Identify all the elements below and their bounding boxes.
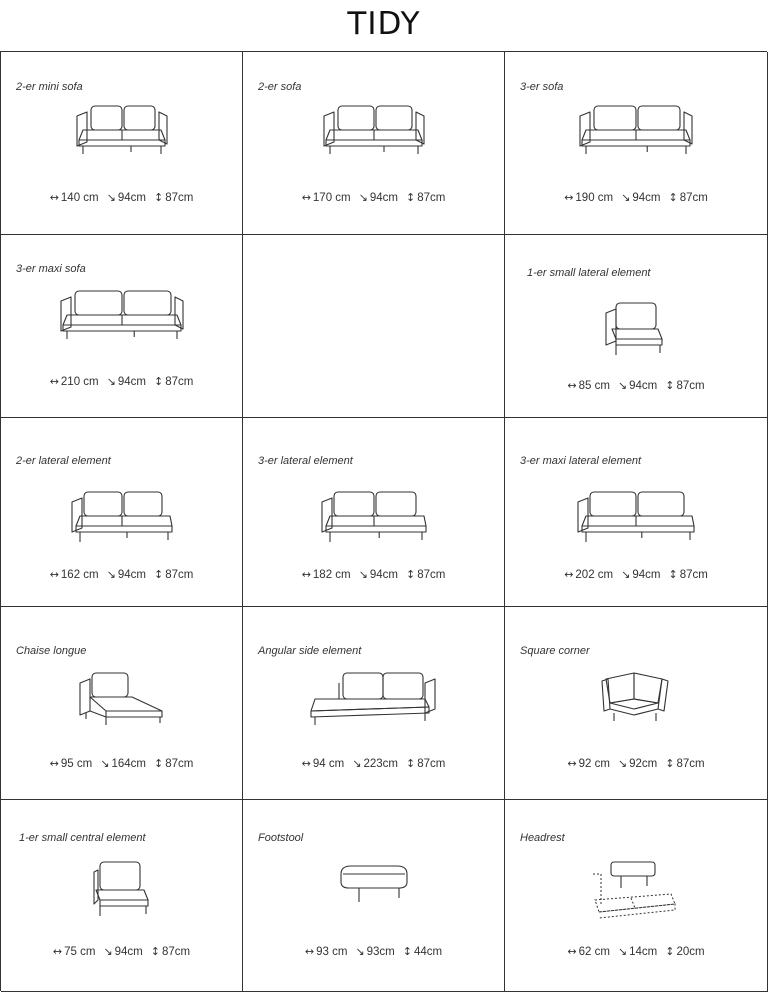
height-arrow-icon: ↕	[668, 191, 678, 204]
width-arrow-icon: ↔	[301, 757, 311, 770]
depth-value: 94cm	[117, 192, 146, 204]
product-label: Footstool	[258, 832, 304, 844]
height-arrow-icon: ↕	[402, 945, 412, 958]
height-arrow-icon: ↕	[153, 191, 164, 204]
angular-element-icon	[243, 669, 504, 741]
dimensions	[1, 191, 242, 204]
maxi-sofa-icon	[1, 287, 242, 359]
width-value: 62 cm	[578, 946, 610, 958]
height-value: 87cm	[676, 380, 705, 392]
depth-arrow-icon: ↘	[617, 945, 628, 958]
two-seat-sofa-icon	[243, 102, 504, 174]
height-arrow-icon: ↕	[153, 757, 164, 770]
width-value: 140 cm	[60, 192, 99, 204]
height-arrow-icon: ↕	[150, 945, 160, 958]
product-grid	[0, 51, 767, 991]
width-arrow-icon: ↔	[301, 191, 311, 204]
depth-value: 94cm	[632, 192, 661, 204]
width-value: 190 cm	[575, 192, 614, 204]
product-cell-maxi-lateral	[505, 418, 768, 607]
height-arrow-icon: ↕	[665, 379, 675, 392]
depth-arrow-icon: ↘	[621, 191, 631, 204]
width-value: 85 cm	[578, 380, 610, 392]
depth-arrow-icon: ↘	[355, 945, 365, 958]
height-value: 87cm	[417, 758, 446, 770]
dimensions	[243, 568, 504, 581]
depth-value: 164cm	[111, 758, 146, 770]
width-arrow-icon: ↔	[49, 568, 59, 581]
product-cell-empty	[243, 235, 505, 418]
dimensions	[1, 945, 242, 958]
product-label: 2-er sofa	[258, 81, 302, 93]
depth-arrow-icon: ↘	[358, 568, 368, 581]
depth-value: 14cm	[629, 946, 658, 958]
product-cell-mini-sofa	[1, 52, 243, 235]
dimensions	[243, 945, 504, 958]
depth-arrow-icon: ↘	[621, 568, 631, 581]
product-label: Headrest	[520, 832, 565, 844]
depth-value: 92cm	[629, 758, 658, 770]
dimensions	[1, 375, 242, 388]
height-value: 87cm	[165, 758, 194, 770]
width-arrow-icon: ↔	[49, 191, 59, 204]
product-label: 2-er lateral element	[16, 455, 111, 467]
lateral-element-icon	[505, 488, 767, 560]
page-title: TIDY	[347, 6, 421, 42]
height-value: 87cm	[417, 192, 446, 204]
height-value: 20cm	[676, 946, 705, 958]
width-value: 92 cm	[578, 758, 610, 770]
height-arrow-icon: ↕	[405, 191, 416, 204]
width-value: 95 cm	[60, 758, 93, 770]
width-value: 162 cm	[60, 569, 99, 581]
product-cell-headrest	[505, 800, 768, 992]
depth-arrow-icon: ↘	[358, 191, 368, 204]
central-element-icon	[1, 860, 242, 932]
dimensions	[505, 191, 767, 204]
product-label: 3-er sofa	[520, 81, 564, 93]
height-value: 44cm	[413, 946, 443, 958]
depth-value: 93cm	[366, 946, 395, 958]
depth-value: 94cm	[632, 569, 661, 581]
width-arrow-icon: ↔	[564, 191, 574, 204]
width-value: 210 cm	[60, 376, 99, 388]
height-arrow-icon: ↕	[153, 568, 164, 581]
lateral-element-icon	[1, 488, 242, 560]
dimensions	[505, 568, 767, 581]
height-arrow-icon: ↕	[665, 945, 675, 958]
product-cell-two-lateral	[1, 418, 243, 607]
product-label: 1-er small central element	[19, 832, 146, 844]
product-cell-maxi-sofa	[1, 235, 243, 418]
height-value: 87cm	[165, 376, 194, 388]
height-value: 87cm	[676, 758, 705, 770]
depth-arrow-icon: ↘	[106, 191, 116, 204]
width-value: 94 cm	[312, 758, 345, 770]
height-value: 87cm	[161, 946, 191, 958]
dimensions	[505, 757, 767, 770]
depth-value: 94cm	[369, 569, 398, 581]
depth-value: 94cm	[629, 380, 658, 392]
product-cell-three-seat-sofa	[505, 52, 768, 235]
width-value: 170 cm	[312, 192, 351, 204]
height-value: 87cm	[679, 569, 708, 581]
width-value: 182 cm	[312, 569, 351, 581]
height-value: 87cm	[679, 192, 708, 204]
chaise-longue-icon	[1, 669, 242, 741]
product-label: Square corner	[520, 645, 590, 657]
product-cell-small-central	[1, 800, 243, 992]
depth-value: 94cm	[114, 946, 143, 958]
three-seat-sofa-icon	[505, 102, 767, 174]
product-cell-three-lateral	[243, 418, 505, 607]
dimensions	[243, 757, 504, 770]
product-cell-square-corner	[505, 607, 768, 800]
depth-arrow-icon: ↘	[106, 568, 116, 581]
single-lateral-icon	[505, 299, 767, 371]
height-arrow-icon: ↕	[665, 757, 675, 770]
width-arrow-icon: ↔	[52, 945, 63, 958]
product-label: 3-er maxi sofa	[16, 263, 86, 275]
product-label: 3-er lateral element	[258, 455, 353, 467]
height-arrow-icon: ↕	[405, 757, 416, 770]
dimensions	[1, 568, 242, 581]
depth-arrow-icon: ↘	[352, 757, 362, 770]
product-cell-angular	[243, 607, 505, 800]
height-value: 87cm	[417, 569, 446, 581]
depth-value: 94cm	[117, 376, 146, 388]
corner-element-icon	[505, 669, 767, 741]
two-seat-sofa-icon	[1, 102, 242, 174]
dimensions	[243, 191, 504, 204]
width-arrow-icon: ↔	[301, 568, 311, 581]
dimensions	[505, 945, 767, 958]
product-cell-footstool	[243, 800, 505, 992]
height-arrow-icon: ↕	[153, 375, 164, 388]
depth-arrow-icon: ↘	[617, 379, 628, 392]
depth-arrow-icon: ↘	[617, 757, 628, 770]
depth-arrow-icon: ↘	[100, 757, 110, 770]
width-arrow-icon: ↔	[567, 945, 577, 958]
footstool-icon	[243, 860, 504, 932]
depth-value: 94cm	[369, 192, 398, 204]
depth-arrow-icon: ↘	[103, 945, 113, 958]
depth-arrow-icon: ↘	[106, 375, 116, 388]
product-cell-chaise	[1, 607, 243, 800]
width-arrow-icon: ↔	[567, 757, 577, 770]
width-value: 93 cm	[316, 946, 348, 958]
width-arrow-icon: ↔	[49, 757, 59, 770]
dimensions	[505, 379, 767, 392]
width-value: 202 cm	[575, 569, 614, 581]
product-label: Angular side element	[258, 645, 362, 657]
width-value: 75 cm	[64, 946, 96, 958]
dimensions	[1, 757, 242, 770]
headrest-icon	[505, 860, 767, 932]
height-value: 87cm	[165, 569, 194, 581]
product-cell-two-seat-sofa	[243, 52, 505, 235]
depth-value: 94cm	[117, 569, 146, 581]
height-arrow-icon: ↕	[668, 568, 678, 581]
height-value: 87cm	[165, 192, 194, 204]
lateral-element-icon	[243, 488, 504, 560]
product-label: 3-er maxi lateral element	[520, 455, 642, 467]
width-arrow-icon: ↔	[304, 945, 315, 958]
product-label: Chaise longue	[16, 645, 87, 657]
product-label: 2-er mini sofa	[16, 81, 83, 93]
product-cell-small-lateral	[505, 235, 768, 418]
width-arrow-icon: ↔	[567, 379, 577, 392]
width-arrow-icon: ↔	[49, 375, 59, 388]
width-arrow-icon: ↔	[564, 568, 574, 581]
height-arrow-icon: ↕	[405, 568, 416, 581]
depth-value: 223cm	[363, 758, 398, 770]
product-label: 1-er small lateral element	[527, 267, 651, 279]
